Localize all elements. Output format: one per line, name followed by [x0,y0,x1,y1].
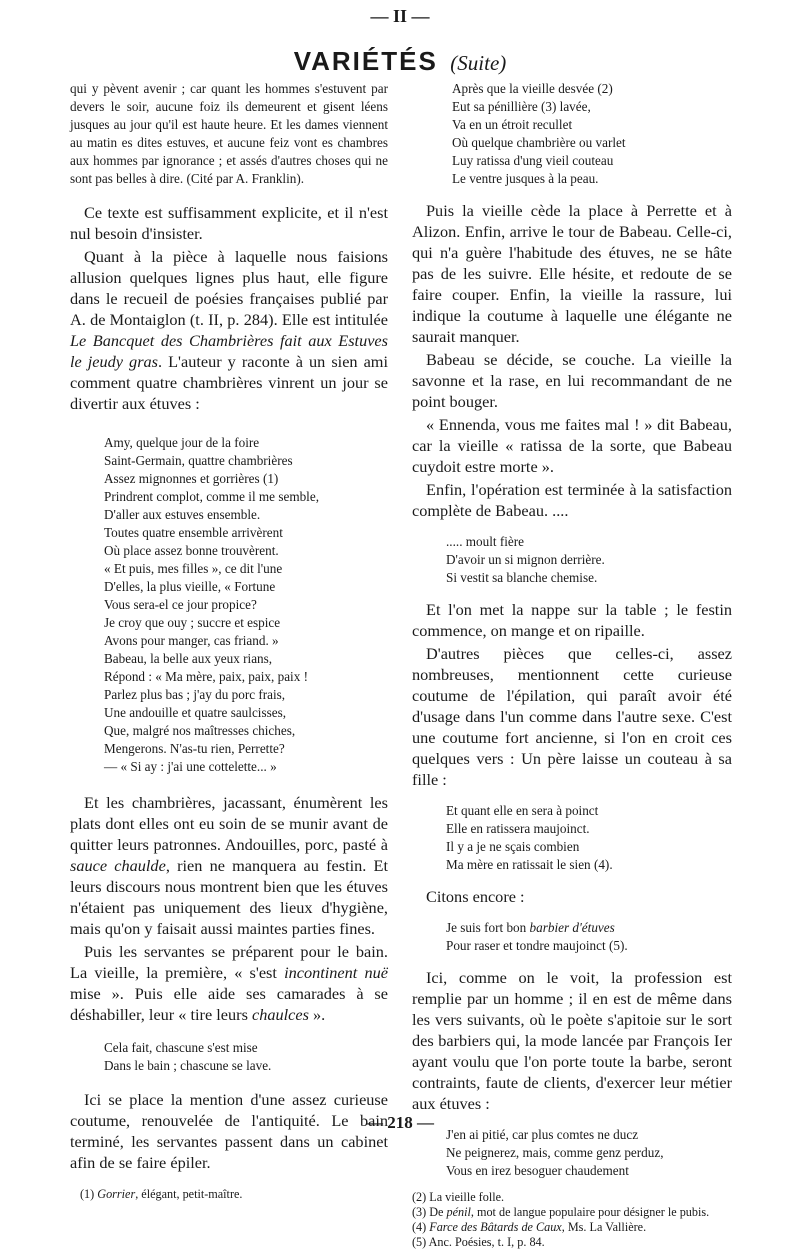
verse-line: Babeau, la belle aux yeux rians, [104,651,273,666]
text-span: Je suis fort bon [446,920,530,935]
paragraph: Ce texte est suffisamment explicite, et il n'est nul besoin d'insister. [70,203,388,243]
verse-line: Pour raser et tondre maujoinct (5). [446,938,628,953]
text-span: (3) De [412,1205,447,1219]
verse-line: Une andouille et quatre saulcisses, [104,705,287,720]
verse-line [446,919,732,937]
paragraph: Ici, comme on le voit, la profession est remplie par un homme ; il en est de même dans les vers suivants, où le poète s'apitoie sur le sort des barbiers qui, la mode lancée par François Ier ayant voulu que l'on porte toute la barbe, seront contraints, faute de clients, d'exercer leur métier aux étuves : [412,968,732,1113]
verse-line: Parlez plus bas ; j'ay du porc frais, [104,687,286,702]
footnote [412,1205,732,1220]
verse-block [446,919,732,955]
page-number-bottom: — 218 — [366,1113,434,1132]
text-span: Puis les servantes se préparent pour le bain. La vieille, la première, « s'est [70,942,388,982]
emphasis: sauce chaulde [70,856,166,875]
verse-line: D'aller aux estuves ensemble. [104,507,261,522]
verse-line: Toutes quatre ensemble arrivèrent [104,525,283,540]
verse-line: Assez mignonnes et gorrières (1) [104,471,279,486]
text-span: . L'auteur y raconte à un sien ami comment quatre chambrières vinrent un jour se divertir aux étuves : [70,352,388,413]
verse-line: Elle en ratissera maujoinct. [446,821,590,836]
section-heading [0,46,800,77]
right-column [412,80,732,1250]
verse-line: Mengerons. N'as-tu rien, Perrette? [104,741,285,756]
paragraph: Et l'on met la nappe sur la table ; le festin commence, on mange et on ripaille. [412,600,732,640]
verse-line: Ma mère en ratissait le sien (4). [446,857,613,872]
emphasis: Farce des Bâtards de Caux [429,1220,562,1234]
paragraph [70,792,388,939]
footnotes [412,1190,732,1250]
verse-line: D'elles, la plus vieille, « Fortune [104,579,276,594]
verse-block [446,533,732,587]
verse-line: Répond : « Ma mère, paix, paix, paix ! [104,669,308,684]
emphasis: pénil [446,1205,471,1219]
paragraph: Puis la vieille cède la place à Perrette et à Alizon. Enfin, arrive le tour de Babeau. Celle-ci, qui n'a guère l'habitude des étuves, ne se hâte pas de les suivre. Elle hésite, et redoute de se faire couper. Enfin, la vieille la rassure, lui indique la coutume à laquelle une élégante ne saurait manquer. [412,201,732,346]
section-title: VARIÉTÉS [293,46,438,76]
verse-block [104,434,388,776]
paragraph: Ici se place la mention d'une assez curieuse coutume, renouvelée de l'antiquité. Le bain terminé, les servantes passent dans un cabinet afin de se faire épiler. [70,1090,388,1172]
footnote [412,1220,732,1235]
verse-line: Cela fait, chascune s'est mise [104,1040,258,1055]
text-span: Et les chambrières, jacassant, énumèrent les plats dont elles ont eu soin de se munir avant de quitter leurs patronnes. Andouilles, porc, pasté à [70,793,388,854]
verse-line: Le ventre jusques à la peau. [452,171,599,186]
verse-line: Luy ratissa d'ung vieil couteau [452,153,614,168]
verse-line: Vous en irez besoguer chaudement [446,1163,629,1178]
footnote: (5) Anc. Poésies, t. I, p. 84. [412,1235,545,1249]
footnote: (2) La vieille folle. [412,1190,505,1204]
page-number-top: — II — [370,6,430,26]
verse-line: — « Si ay : j'ai une cottelette... » [104,759,277,774]
paragraph [70,941,388,1025]
verse-line: Eut sa pénillière (3) lavée, [452,99,591,114]
text-span: ». [308,1005,326,1024]
section-subtitle: (Suite) [450,51,507,75]
verse-line: Va en un étroit recullet [452,117,573,132]
text-span: , rien ne manquera au festin. Et leurs discours nous montrent bien que les étuves n'étaient pas uniquement des lieux d'hygiène, mais qu'on y faisait aussi maintes parties fines. [70,856,388,938]
verse-line: Où quelque chambrière ou varlet [452,135,626,150]
footnote [70,1187,388,1202]
verse-line: Ne peignerez, mais, comme genz perduz, [446,1145,664,1160]
paragraph [70,246,388,414]
verse-line: Prindrent complot, comme il me semble, [104,489,319,504]
text-span: , Ms. La Vallière. [561,1220,647,1234]
verse-line: Dans le bain ; chascune se lave. [104,1058,272,1073]
verse-block [452,80,732,188]
work-title: Le Bancquet des Chambrières fait aux Estuves le jeudy gras [70,331,388,371]
verse-line: Je croy que ouy ; succre et espice [104,615,281,630]
paragraph: Citons encore : [426,887,525,906]
verse-line: ..... moult fière [446,534,525,549]
verse-line: Il y a je ne sçais combien [446,839,580,854]
verse-line: Vous sera-el ce jour propice? [104,597,257,612]
text-span: Quant à la pièce à laquelle nous faisions allusion quelques lignes plus haut, elle figure dans le recueil de poésies françaises publié par A. de Montaiglon (t. II, p. 284). Elle est intitulée [70,247,388,329]
quote-paragraph: qui y pèvent avenir ; car quant les hommes s'estuvent par devers le soir, aucune foiz ils demeurent et gisent léens jusques au jour qu'il est haute heure. Et les dames viennent au matin es dites estuves, et aucune feiz vont es chambres aux hommes par ignorance ; et assés d'autres choses qui ne sont pas belles à dire. (Cité par A. Franklin). [70,81,388,186]
verse-line: J'en ai pitié, car plus comtes ne ducz [446,1127,639,1142]
paragraph: D'autres pièces que celles-ci, assez nombreuses, mentionnent cette curieuse coutume de l'épilation, qui paraît avoir été d'usage dans l'un comme dans l'autre sexe. C'est une coutume fort ancienne, si l'on en croit ces quelques vers : Un père laisse un couteau à sa fille : [412,644,732,789]
verse-block [446,1126,732,1180]
text-span: (4) [412,1220,430,1234]
text-span: , mot de langue populaire pour désigner le pubis. [470,1205,710,1219]
verse-line: Amy, quelque jour de la foire [104,435,260,450]
verse-block [446,802,732,874]
left-column [70,80,388,1202]
verse-line: « Et puis, mes filles », ce dit l'une [104,561,283,576]
verse-line: D'avoir un si mignon derrière. [446,552,605,567]
paragraph: Babeau se décide, se couche. La vieille la savonne et la rase, en lui recommandant de ne point bouger. [412,350,732,411]
verse-line: Que, malgré nos maîtresses chiches, [104,723,296,738]
emphasis: Gorrier [97,1187,136,1201]
text-span: , élégant, petit-maître. [135,1187,243,1201]
paragraph: Enfin, l'opération est terminée à la satisfaction complète de Babeau. .... [412,480,732,520]
verse-line: Après que la vieille desvée (2) [452,81,613,96]
emphasis: incontinent nuë [284,963,388,982]
paragraph: « Ennenda, vous me faites mal ! » dit Babeau, car la vieille « ratissa de la sorte, que Babeau cuydoit estre morte ». [412,415,732,476]
emphasis: barbier d'étuves [529,920,615,935]
verse-block [104,1039,388,1075]
verse-line: Où place assez bonne trouvèrent. [104,543,279,558]
verse-line: Saint-Germain, quattre chambrières [104,453,293,468]
verse-line: Avons pour manger, cas friand. » [104,633,279,648]
emphasis: chaulces [252,1005,309,1024]
text-span: mise ». Puis elle aide ses camarades à se déshabiller, leur « tire leurs [70,984,388,1024]
footnote-number: (1) [80,1187,95,1201]
verse-line: Et quant elle en sera à poinct [446,803,599,818]
verse-line: Si vestit sa blanche chemise. [446,570,598,585]
